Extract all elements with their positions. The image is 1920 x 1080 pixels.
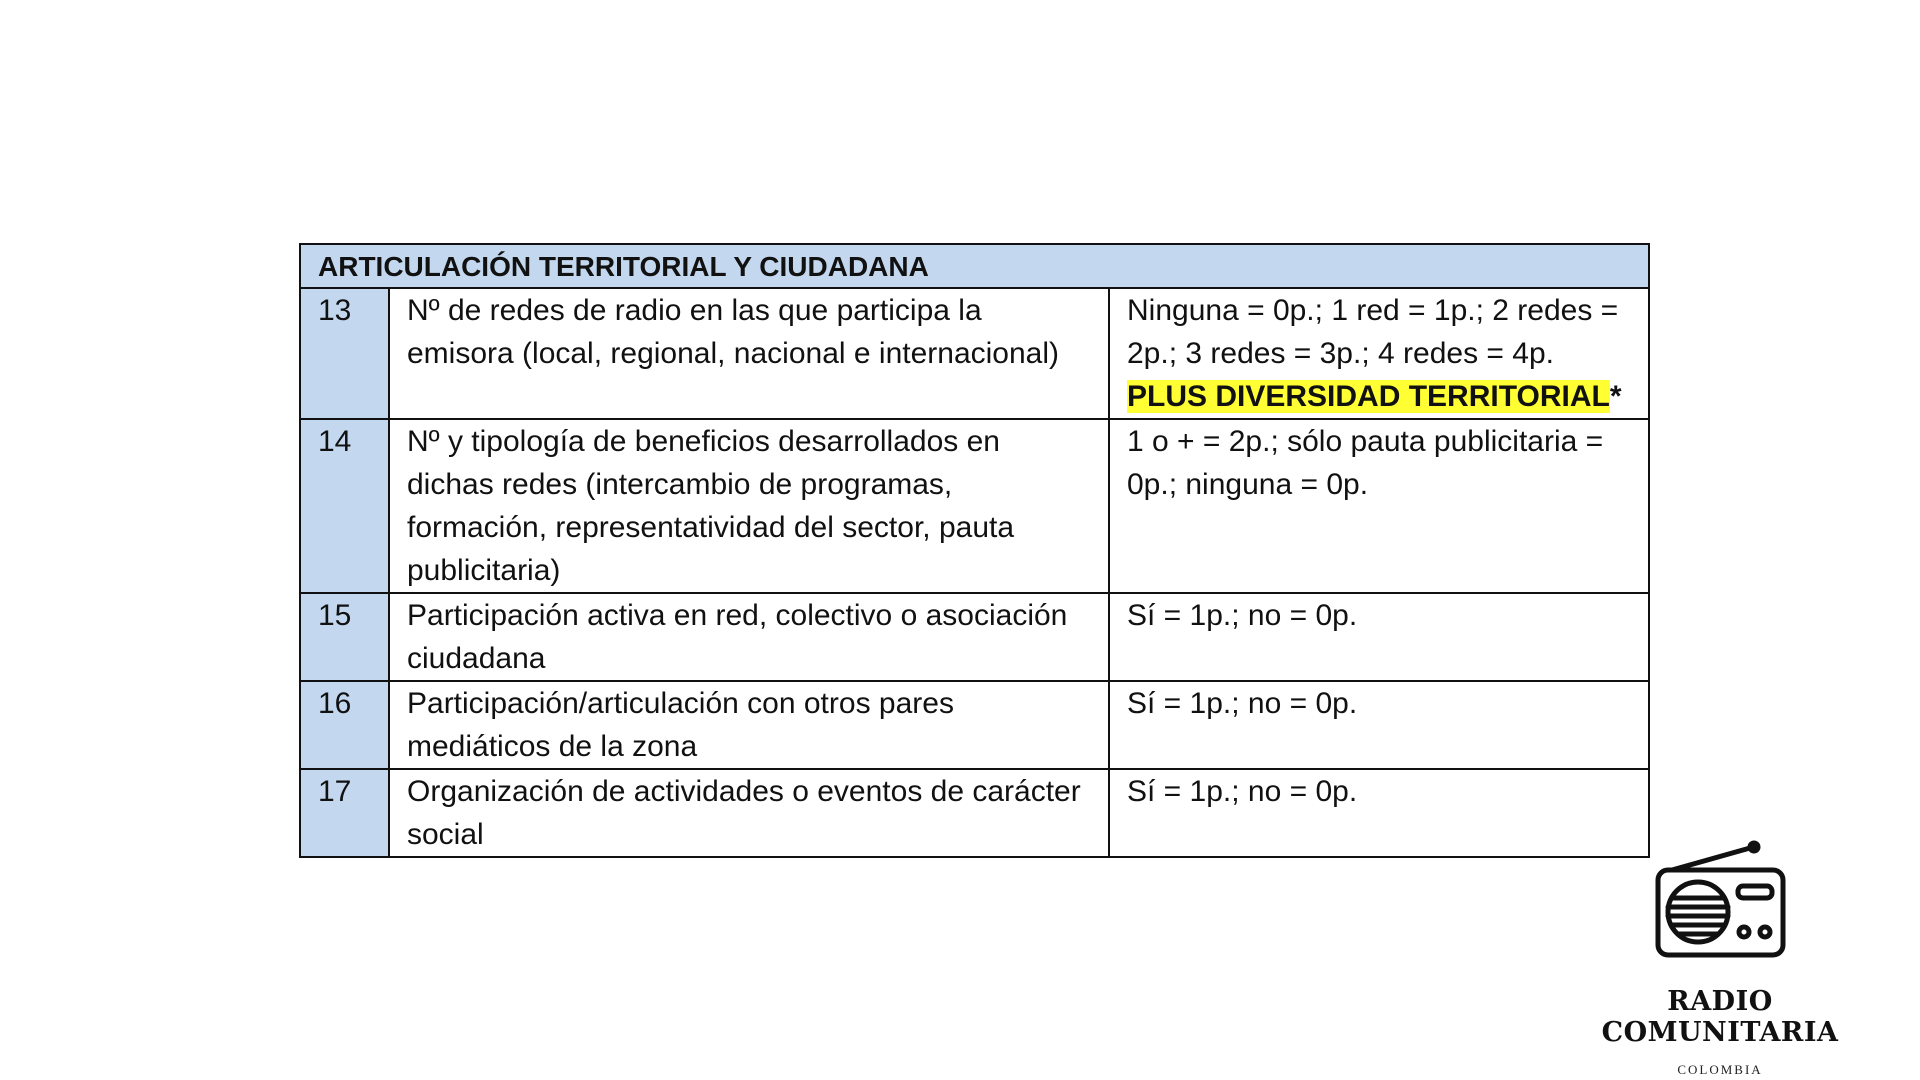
criterion-cell: Nº y tipología de beneficios desarrollados en dichas redes (intercambio de programas, formación, representatividad del sector, pauta publicitaria) [389, 419, 1109, 593]
section-header-row [300, 244, 1649, 288]
scoring-cell: 1 o + = 2p.; sólo pauta publicitaria = 0p.; ninguna = 0p. [1109, 419, 1649, 593]
table-row [300, 681, 1649, 769]
table-row [300, 419, 1649, 593]
criterion-cell: Organización de actividades o eventos de carácter social [389, 769, 1109, 857]
criteria-table [299, 243, 1650, 858]
highlighted-note: PLUS DIVERSIDAD TERRITORIAL [1127, 380, 1610, 413]
section-title: ARTICULACIÓN TERRITORIAL Y CIUDADANA [300, 244, 1649, 288]
row-number: 16 [300, 681, 389, 769]
scoring-cell: Sí = 1p.; no = 0p. [1109, 593, 1649, 681]
criterion-cell: Nº de redes de radio en las que participa la emisora (local, regional, nacional e internacional) [389, 288, 1109, 419]
brand-subtitle: COLOMBIA [1677, 1062, 1763, 1077]
brand-title: RADIO COMUNITARIA [1601, 986, 1839, 1048]
row-number: 17 [300, 769, 389, 857]
radio-icon [1650, 840, 1790, 960]
scoring-cell: Sí = 1p.; no = 0p. [1109, 681, 1649, 769]
table-row [300, 593, 1649, 681]
criterion-cell: Participación activa en red, colectivo o asociación ciudadana [389, 593, 1109, 681]
row-number: 13 [300, 288, 389, 419]
row-number: 15 [300, 593, 389, 681]
scoring-cell [1109, 288, 1649, 419]
asterisk-mark: * [1609, 380, 1622, 413]
scoring-text: Ninguna = 0p.; 1 red = 1p.; 2 redes = 2p.; 3 redes = 3p.; 4 redes = 4p. [1127, 294, 1619, 370]
scoring-cell: Sí = 1p.; no = 0p. [1109, 769, 1649, 857]
table-row [300, 769, 1649, 857]
row-number: 14 [300, 419, 389, 593]
criterion-cell: Participación/articulación con otros pares mediáticos de la zona [389, 681, 1109, 769]
brand-logo [1560, 840, 1880, 1078]
table-row [300, 288, 1649, 419]
